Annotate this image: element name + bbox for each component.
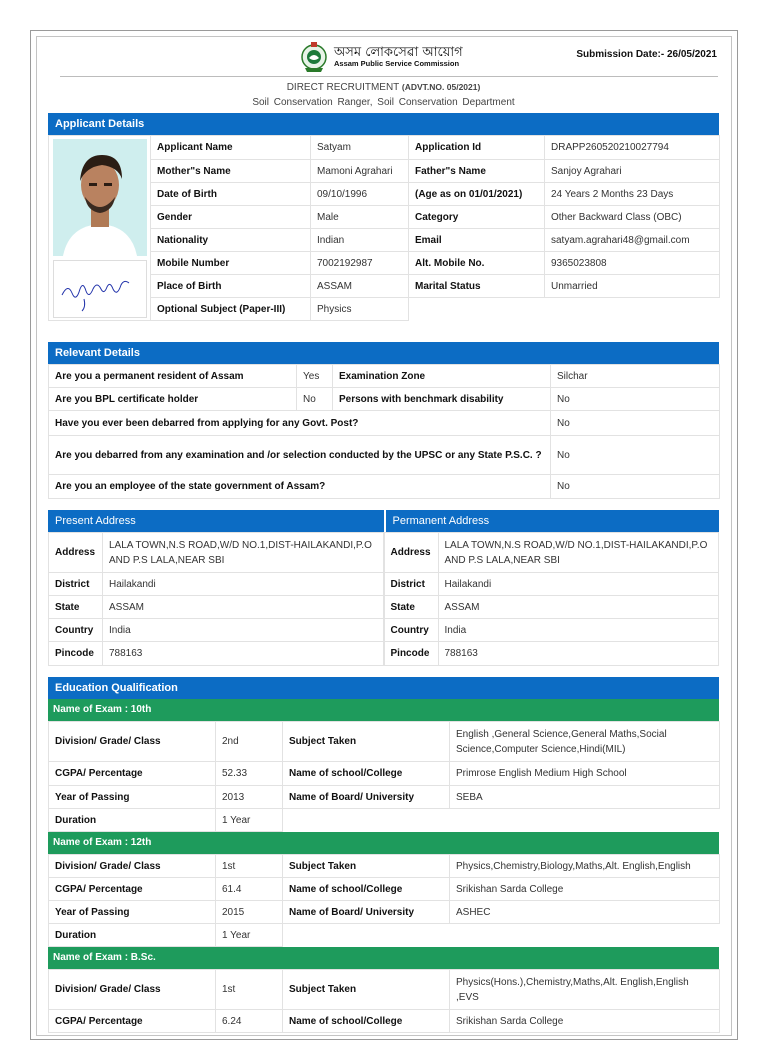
table-row: [384, 619, 719, 642]
disability-question: Persons with benchmark disability: [333, 388, 551, 411]
board-value: ASHEC: [450, 901, 720, 924]
duration-label: Duration: [49, 809, 216, 832]
table-row: [49, 1010, 720, 1033]
exam-name-bsc: Name of Exam : B.Sc.: [48, 947, 719, 969]
address-section: [48, 510, 719, 666]
table-row: [49, 901, 720, 924]
year-value: 2015: [216, 901, 283, 924]
recruitment-title: [48, 82, 719, 93]
present-country-label: Country: [49, 619, 103, 642]
alt-mobile-value: 9365023808: [545, 252, 720, 275]
state-employee-question: Are you an employee of the state government of Assam?: [49, 475, 551, 499]
table-row: [49, 970, 720, 1010]
marital-status-value: Unmarried: [545, 275, 720, 298]
photo-signature-cell: [49, 136, 151, 321]
age-label: (Age as on 01/01/2021): [409, 183, 545, 206]
subject-value: Physics,Chemistry,Biology,Maths,Alt. English,English: [450, 855, 720, 878]
present-address-value: LALA TOWN,N.S ROAD,W/D NO.1,DIST-HAILAKANDI,P.O AND P.S LALA,NEAR SBI: [103, 533, 384, 573]
division-label: Division/ Grade/ Class: [49, 970, 216, 1010]
permanent-address-header: Permanent Address: [384, 510, 720, 532]
permanent-resident-question: Are you a permanent resident of Assam: [49, 365, 297, 388]
table-row: [49, 642, 384, 666]
school-value: Srikishan Sarda College: [450, 878, 720, 901]
subject-label: Subject Taken: [283, 722, 450, 762]
exam-name-10th: Name of Exam : 10th: [48, 699, 719, 721]
father-name-value: Sanjoy Agrahari: [545, 160, 720, 183]
place-of-birth-value: ASSAM: [311, 275, 409, 298]
year-label: Year of Passing: [49, 901, 216, 924]
marital-status-label: Marital Status: [409, 275, 545, 298]
disability-answer: No: [551, 388, 720, 411]
year-value: 2013: [216, 786, 283, 809]
nationality-value: Indian: [311, 229, 409, 252]
form-header: [48, 36, 719, 76]
table-row: [49, 855, 720, 878]
email-label: Email: [409, 229, 545, 252]
post-department: Soil Conservation Ranger, Soil Conservation Department: [252, 97, 515, 108]
permanent-district-label: District: [384, 573, 438, 596]
table-row: [49, 924, 720, 947]
table-row: [49, 411, 720, 436]
table-row: [49, 365, 720, 388]
education-section: [48, 677, 719, 1033]
table-row: [49, 475, 720, 499]
nationality-label: Nationality: [151, 229, 311, 252]
debarred-upsc-answer: No: [551, 436, 720, 475]
table-row: [384, 533, 719, 573]
alt-mobile-label: Alt. Mobile No.: [409, 252, 545, 275]
gender-label: Gender: [151, 206, 311, 229]
school-label: Name of school/College: [283, 878, 450, 901]
present-state-value: ASSAM: [103, 596, 384, 619]
education-header: Education Qualification: [48, 677, 719, 699]
table-row: [49, 136, 720, 160]
optional-subject-label: Optional Subject (Paper-III): [151, 298, 311, 321]
cgpa-value: 52.33: [216, 762, 283, 786]
applicant-name-label: Applicant Name: [151, 136, 311, 160]
empty-cell: [283, 924, 720, 947]
debarred-govt-answer: No: [551, 411, 720, 436]
permanent-state-label: State: [384, 596, 438, 619]
cgpa-label: CGPA/ Percentage: [49, 762, 216, 786]
year-label: Year of Passing: [49, 786, 216, 809]
submission-date: Submission Date:- 26/05/2021: [576, 49, 717, 60]
permanent-country-value: India: [438, 619, 719, 642]
table-row: [49, 762, 720, 786]
division-label: Division/ Grade/ Class: [49, 855, 216, 878]
applicant-signature: [53, 260, 147, 318]
permanent-country-label: Country: [384, 619, 438, 642]
category-value: Other Backward Class (OBC): [545, 206, 720, 229]
table-row: [384, 573, 719, 596]
board-value: SEBA: [450, 786, 720, 809]
exam-10th-table: [48, 721, 720, 832]
school-value: Primrose English Medium High School: [450, 762, 720, 786]
mother-name-label: Mother"s Name: [151, 160, 311, 183]
apsc-emblem-icon: [299, 40, 329, 74]
father-name-label: Father"s Name: [409, 160, 545, 183]
advertisement-number: (ADVT.NO. 05/2021): [401, 82, 481, 92]
permanent-address-label: Address: [384, 533, 438, 573]
cgpa-label: CGPA/ Percentage: [49, 878, 216, 901]
bpl-question: Are you BPL certificate holder: [49, 388, 297, 411]
exam-bsc-table: [48, 969, 720, 1033]
table-row: [49, 809, 720, 832]
dob-label: Date of Birth: [151, 183, 311, 206]
division-value: 2nd: [216, 722, 283, 762]
cgpa-value: 6.24: [216, 1010, 283, 1033]
email-value: satyam.agrahari48@gmail.com: [545, 229, 720, 252]
empty-cell: [283, 809, 720, 832]
category-label: Category: [409, 206, 545, 229]
relevant-details-section: [48, 342, 719, 499]
school-label: Name of school/College: [283, 762, 450, 786]
permanent-pincode-label: Pincode: [384, 642, 438, 666]
gender-value: Male: [311, 206, 409, 229]
permanent-address-value: LALA TOWN,N.S ROAD,W/D NO.1,DIST-HAILAKANDI,P.O AND P.S LALA,NEAR SBI: [438, 533, 719, 573]
applicant-photo: [53, 139, 147, 256]
header-divider: [60, 76, 718, 77]
permanent-state-value: ASSAM: [438, 596, 719, 619]
application-id-value: DRAPP260520210027794: [545, 136, 720, 160]
bpl-answer: No: [297, 388, 333, 411]
person-photo-icon: [53, 139, 147, 256]
table-row: [49, 573, 384, 596]
mobile-value: 7002192987: [311, 252, 409, 275]
board-label: Name of Board/ University: [283, 901, 450, 924]
applicant-name-value: Satyam: [311, 136, 409, 160]
signature-image: [54, 261, 146, 317]
cgpa-value: 61.4: [216, 878, 283, 901]
division-label: Division/ Grade/ Class: [49, 722, 216, 762]
school-value: Srikishan Sarda College: [450, 1010, 720, 1033]
cgpa-label: CGPA/ Percentage: [49, 1010, 216, 1033]
subject-value: Physics(Hons.),Chemistry,Maths,Alt. English,English ,EVS: [450, 970, 720, 1010]
debarred-govt-question: Have you ever been debarred from applying for any Govt. Post?: [49, 411, 551, 436]
table-row: [49, 596, 384, 619]
table-row: [49, 722, 720, 762]
board-label: Name of Board/ University: [283, 786, 450, 809]
application-id-label: Application Id: [409, 136, 545, 160]
permanent-address-table: [384, 532, 720, 666]
debarred-upsc-question: Are you debarred from any examination and /or selection conducted by the UPSC or any State P.S.C. ?: [49, 436, 551, 475]
permanent-resident-answer: Yes: [297, 365, 333, 388]
table-row: [49, 619, 384, 642]
empty-cell: [409, 298, 720, 321]
duration-value: 1 Year: [216, 809, 283, 832]
present-address-header: Present Address: [48, 510, 384, 532]
present-address-label: Address: [49, 533, 103, 573]
present-address-table: [48, 532, 384, 666]
applicant-details-table: [48, 135, 720, 321]
dob-value: 09/10/1996: [311, 183, 409, 206]
table-row: [49, 436, 720, 475]
present-state-label: State: [49, 596, 103, 619]
present-address: [48, 510, 384, 666]
present-country-value: India: [103, 619, 384, 642]
exam-12th-table: [48, 854, 720, 947]
table-row: [384, 642, 719, 666]
table-row: [49, 786, 720, 809]
org-name-english: Assam Public Service Commission: [334, 59, 460, 68]
org-name-bengali: অসম লোকসেৱা আয়োগ: [334, 45, 463, 60]
table-row: [384, 596, 719, 619]
division-value: 1st: [216, 855, 283, 878]
school-label: Name of school/College: [283, 1010, 450, 1033]
table-row: [49, 878, 720, 901]
table-row: [49, 388, 720, 411]
relevant-details-header: Relevant Details: [48, 342, 719, 364]
exam-zone-label: Examination Zone: [333, 365, 551, 388]
present-pincode-label: Pincode: [49, 642, 103, 666]
present-district-value: Hailakandi: [103, 573, 384, 596]
exam-name-12th: Name of Exam : 12th: [48, 832, 719, 854]
mother-name-value: Mamoni Agrahari: [311, 160, 409, 183]
relevant-details-table: [48, 364, 720, 499]
mobile-label: Mobile Number: [151, 252, 311, 275]
duration-value: 1 Year: [216, 924, 283, 947]
permanent-district-value: Hailakandi: [438, 573, 719, 596]
table-row: [49, 533, 384, 573]
present-pincode-value: 788163: [103, 642, 384, 666]
applicant-details-header: Applicant Details: [48, 113, 719, 135]
recruitment-label: DIRECT RECRUITMENT: [286, 82, 400, 93]
state-employee-answer: No: [551, 475, 720, 499]
present-district-label: District: [49, 573, 103, 596]
subject-value: English ,General Science,General Maths,Social Science,Computer Science,Hindi(MIL): [450, 722, 720, 762]
subject-label: Subject Taken: [283, 970, 450, 1010]
applicant-details-section: [48, 113, 719, 321]
exam-zone-value: Silchar: [551, 365, 720, 388]
subject-label: Subject Taken: [283, 855, 450, 878]
permanent-pincode-value: 788163: [438, 642, 719, 666]
duration-label: Duration: [49, 924, 216, 947]
optional-subject-value: Physics: [311, 298, 409, 321]
division-value: 1st: [216, 970, 283, 1010]
age-value: 24 Years 2 Months 23 Days: [545, 183, 720, 206]
place-of-birth-label: Place of Birth: [151, 275, 311, 298]
application-form: [48, 36, 719, 1027]
permanent-address: [384, 510, 720, 666]
